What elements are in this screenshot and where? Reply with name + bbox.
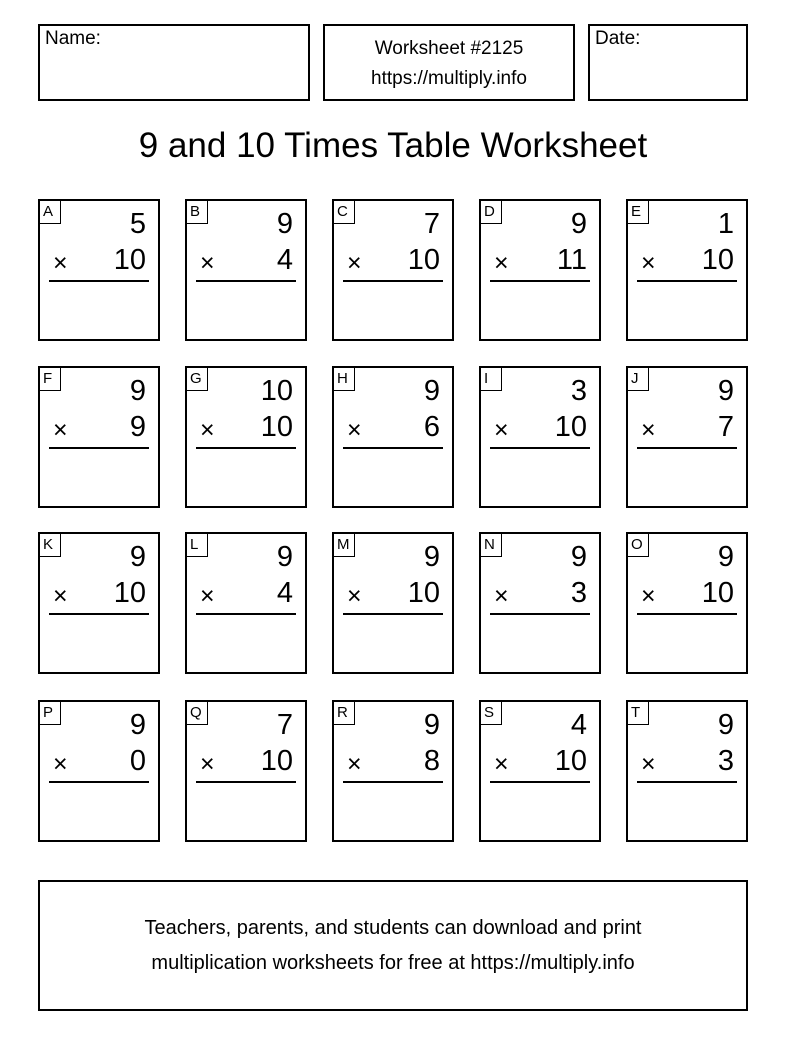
multiplier: 10 [554, 745, 587, 777]
multiplier: 10 [407, 244, 440, 276]
problem-card [185, 700, 307, 842]
answer-line [49, 781, 149, 783]
problem-card [479, 366, 601, 508]
answer-line [196, 447, 296, 449]
multiplier: 10 [701, 244, 734, 276]
problem-letter: C [334, 201, 355, 224]
multiplicand: 9 [129, 709, 146, 741]
answer-line [637, 613, 737, 615]
answer-line [343, 613, 443, 615]
answer-line [637, 781, 737, 783]
answer-line [196, 781, 296, 783]
page-title: 9 and 10 Times Table Worksheet [138, 126, 648, 165]
problem-card [38, 199, 160, 341]
problem-card [185, 366, 307, 508]
name-field[interactable] [38, 24, 310, 101]
multiply-sign: × [494, 582, 509, 610]
problem-letter: G [187, 368, 208, 391]
problem-letter: P [40, 702, 61, 725]
worksheet-info-box [323, 24, 575, 101]
problem-letter: B [187, 201, 208, 224]
answer-line [343, 781, 443, 783]
multiplicand: 4 [570, 709, 587, 741]
multiplicand: 9 [717, 375, 734, 407]
multiply-sign: × [200, 750, 215, 778]
problem-letter: H [334, 368, 355, 391]
multiplier: 10 [260, 745, 293, 777]
problem-card [479, 700, 601, 842]
problem-letter: O [628, 534, 649, 557]
answer-line [343, 447, 443, 449]
multiplier: 6 [423, 411, 440, 443]
answer-line [490, 613, 590, 615]
footer-note [38, 880, 748, 1011]
problem-letter: K [40, 534, 61, 557]
multiplier: 0 [129, 745, 146, 777]
answer-line [637, 447, 737, 449]
multiply-sign: × [347, 249, 362, 277]
footer-line-1: Teachers, parents, and students can download and print [144, 917, 642, 939]
multiplier: 7 [717, 411, 734, 443]
multiplier: 10 [260, 411, 293, 443]
problem-card [38, 366, 160, 508]
answer-line [49, 447, 149, 449]
date-label: Date: [595, 28, 641, 49]
multiplicand: 9 [717, 709, 734, 741]
multiplicand: 9 [276, 541, 293, 573]
problem-card [332, 366, 454, 508]
multiply-sign: × [53, 249, 68, 277]
multiply-sign: × [200, 416, 215, 444]
answer-line [490, 447, 590, 449]
answer-line [49, 280, 149, 282]
problem-card [479, 199, 601, 341]
problem-card [332, 700, 454, 842]
multiply-sign: × [494, 416, 509, 444]
problem-letter: D [481, 201, 502, 224]
multiplicand: 9 [570, 208, 587, 240]
problem-letter: E [628, 201, 649, 224]
multiplier: 11 [556, 244, 587, 276]
multiplier: 3 [717, 745, 734, 777]
multiply-sign: × [347, 582, 362, 610]
multiplier: 10 [701, 577, 734, 609]
problem-letter: R [334, 702, 355, 725]
problem-card [479, 532, 601, 674]
multiplicand: 9 [717, 541, 734, 573]
answer-line [490, 781, 590, 783]
problem-letter: N [481, 534, 502, 557]
multiplicand: 9 [276, 208, 293, 240]
multiplicand: 9 [570, 541, 587, 573]
multiply-sign: × [641, 582, 656, 610]
multiply-sign: × [494, 249, 509, 277]
problem-letter: S [481, 702, 502, 725]
problem-card [626, 532, 748, 674]
multiply-sign: × [53, 750, 68, 778]
multiplicand: 3 [570, 375, 587, 407]
multiply-sign: × [53, 582, 68, 610]
problem-card [626, 199, 748, 341]
problem-card [185, 199, 307, 341]
multiplicand: 9 [129, 375, 146, 407]
problem-letter: A [40, 201, 61, 224]
multiplicand: 5 [129, 208, 146, 240]
multiplicand: 1 [717, 208, 734, 240]
multiplicand: 9 [423, 709, 440, 741]
multiply-sign: × [494, 750, 509, 778]
multiply-sign: × [200, 582, 215, 610]
problem-letter: T [628, 702, 649, 725]
multiplier: 10 [113, 244, 146, 276]
problem-letter: L [187, 534, 208, 557]
multiplier: 10 [554, 411, 587, 443]
multiplier: 3 [570, 577, 587, 609]
multiplier: 4 [276, 244, 293, 276]
worksheet-number: Worksheet #2125 [374, 38, 524, 59]
multiply-sign: × [53, 416, 68, 444]
multiplicand: 9 [423, 541, 440, 573]
problem-letter: I [481, 368, 502, 391]
multiply-sign: × [641, 249, 656, 277]
problem-card [332, 532, 454, 674]
footer-line-2: multiplication worksheets for free at https://multiply.info [151, 952, 635, 974]
multiplier: 4 [276, 577, 293, 609]
worksheet-url[interactable]: https://multiply.info [371, 68, 527, 89]
multiply-sign: × [200, 249, 215, 277]
answer-line [637, 280, 737, 282]
multiplier: 10 [407, 577, 440, 609]
problem-card [332, 199, 454, 341]
answer-line [490, 280, 590, 282]
answer-line [196, 613, 296, 615]
problem-letter: Q [187, 702, 208, 725]
problem-card [185, 532, 307, 674]
answer-line [196, 280, 296, 282]
problem-card [38, 532, 160, 674]
multiply-sign: × [641, 416, 656, 444]
multiplicand: 7 [276, 709, 293, 741]
problem-card [626, 366, 748, 508]
problem-letter: J [628, 368, 649, 391]
multiplicand: 10 [260, 375, 293, 407]
problem-letter: F [40, 368, 61, 391]
multiplicand: 9 [129, 541, 146, 573]
answer-line [343, 280, 443, 282]
multiplicand: 7 [423, 208, 440, 240]
multiply-sign: × [347, 750, 362, 778]
answer-line [49, 613, 149, 615]
problem-letter: M [334, 534, 355, 557]
multiply-sign: × [347, 416, 362, 444]
name-label: Name: [45, 28, 101, 49]
multiplier: 10 [113, 577, 146, 609]
date-field[interactable] [588, 24, 748, 101]
problem-card [38, 700, 160, 842]
multiplier: 8 [423, 745, 440, 777]
multiplier: 9 [129, 411, 146, 443]
multiplicand: 9 [423, 375, 440, 407]
multiply-sign: × [641, 750, 656, 778]
problem-card [626, 700, 748, 842]
